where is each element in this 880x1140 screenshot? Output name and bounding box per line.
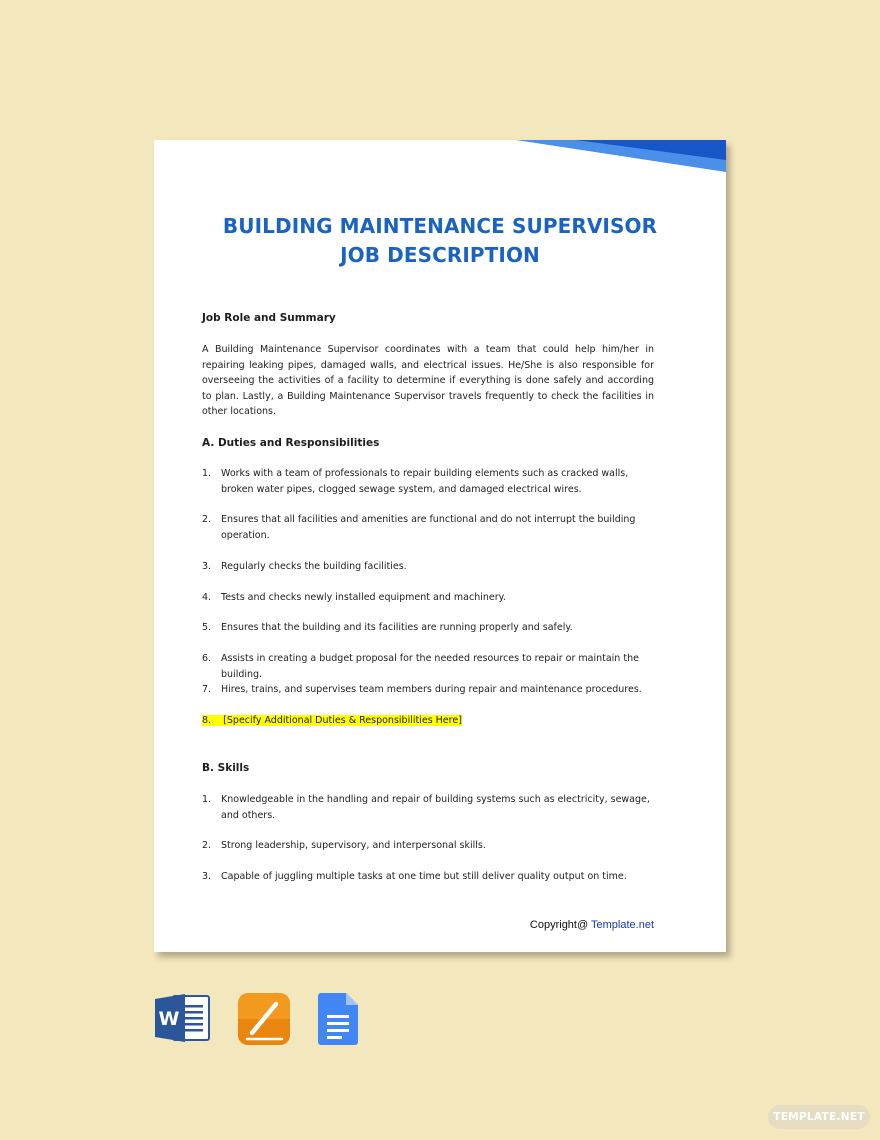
duty-text: Hires, trains, and supervises team members during repair and maintenance procedures. — [221, 684, 642, 695]
skill-item — [202, 838, 654, 854]
duty-number: 6. — [202, 653, 212, 664]
title-line-2: JOB DESCRIPTION — [340, 243, 540, 267]
word-icon-letter: W — [158, 1008, 180, 1030]
skill-text: Capable of juggling multiple tasks at one time but still deliver quality output on time. — [221, 871, 627, 882]
duty-item — [202, 512, 654, 543]
duty-number: 8. — [202, 715, 212, 726]
duty-item — [202, 651, 654, 682]
duty-number: 7. — [202, 684, 212, 695]
copyright-link[interactable]: Template.net — [591, 919, 654, 931]
duty-item — [202, 682, 654, 698]
duty-number: 4. — [202, 592, 212, 603]
duty-text: Works with a team of professionals to repair building elements such as cracked walls, broken water pipes, clogged sewage system, and damaged electrical wires. — [221, 468, 629, 495]
duty-text: Ensures that the building and its facilities are running properly and safely. — [221, 622, 573, 633]
skills-heading: B. Skills — [202, 762, 250, 774]
corner-decoration — [516, 140, 726, 174]
highlighted-placeholder — [202, 715, 462, 726]
skill-number: 1. — [202, 794, 212, 805]
duties-heading: A. Duties and Responsibilities — [202, 437, 380, 449]
skill-number: 3. — [202, 871, 212, 882]
duty-text: Ensures that all facilities and amenities are functional and do not interrupt the building operation. — [221, 514, 636, 541]
duty-item — [202, 620, 654, 636]
duty-number: 1. — [202, 468, 212, 479]
duty-text: Tests and checks newly installed equipment and machinery. — [221, 592, 506, 603]
copyright-prefix: Copyright@ — [529, 919, 592, 931]
pages-icon[interactable] — [238, 993, 290, 1045]
skill-number: 2. — [202, 840, 212, 851]
skill-text: Knowledgeable in the handling and repair of building systems such as electricity, sewage, and others. — [221, 794, 650, 821]
word-icon[interactable] — [155, 993, 211, 1043]
title-line-1: BUILDING MAINTENANCE SUPERVISOR — [222, 214, 658, 238]
skill-text: Strong leadership, supervisory, and interpersonal skills. — [221, 840, 486, 851]
duty-number: 5. — [202, 622, 212, 633]
duty-item — [202, 590, 654, 606]
document-page — [154, 140, 726, 952]
skill-item — [202, 792, 654, 823]
duty-number: 2. — [202, 514, 212, 525]
duty-text: Regularly checks the building facilities. — [221, 561, 407, 572]
summary-paragraph: A Building Maintenance Supervisor coordinates with a team that could help him/her in repairing leaking pipes, damaged walls, and electrical issues. He/She is also responsible for overseeing the activities of a facility to determine if everything is done safely and according to plan. Lastly, a Building Maintenance Supervisor travels frequently to check the facilities in other locations. — [202, 344, 654, 418]
duty-text: Assists in creating a budget proposal for the needed resources to repair or maintain the building. — [221, 653, 639, 680]
skill-item — [202, 869, 654, 885]
duty-item — [202, 559, 654, 575]
duty-text: [Specify Additional Duties & Responsibilities Here] — [223, 715, 462, 726]
page-title — [154, 212, 726, 270]
duty-item — [202, 466, 654, 497]
google-docs-icon[interactable] — [318, 993, 358, 1045]
duty-item-placeholder — [202, 713, 654, 729]
duty-number: 3. — [202, 561, 212, 572]
summary-heading: Job Role and Summary — [202, 312, 336, 324]
template-net-badge[interactable]: TEMPLATE.NET — [768, 1105, 870, 1129]
copyright-notice — [530, 919, 654, 931]
